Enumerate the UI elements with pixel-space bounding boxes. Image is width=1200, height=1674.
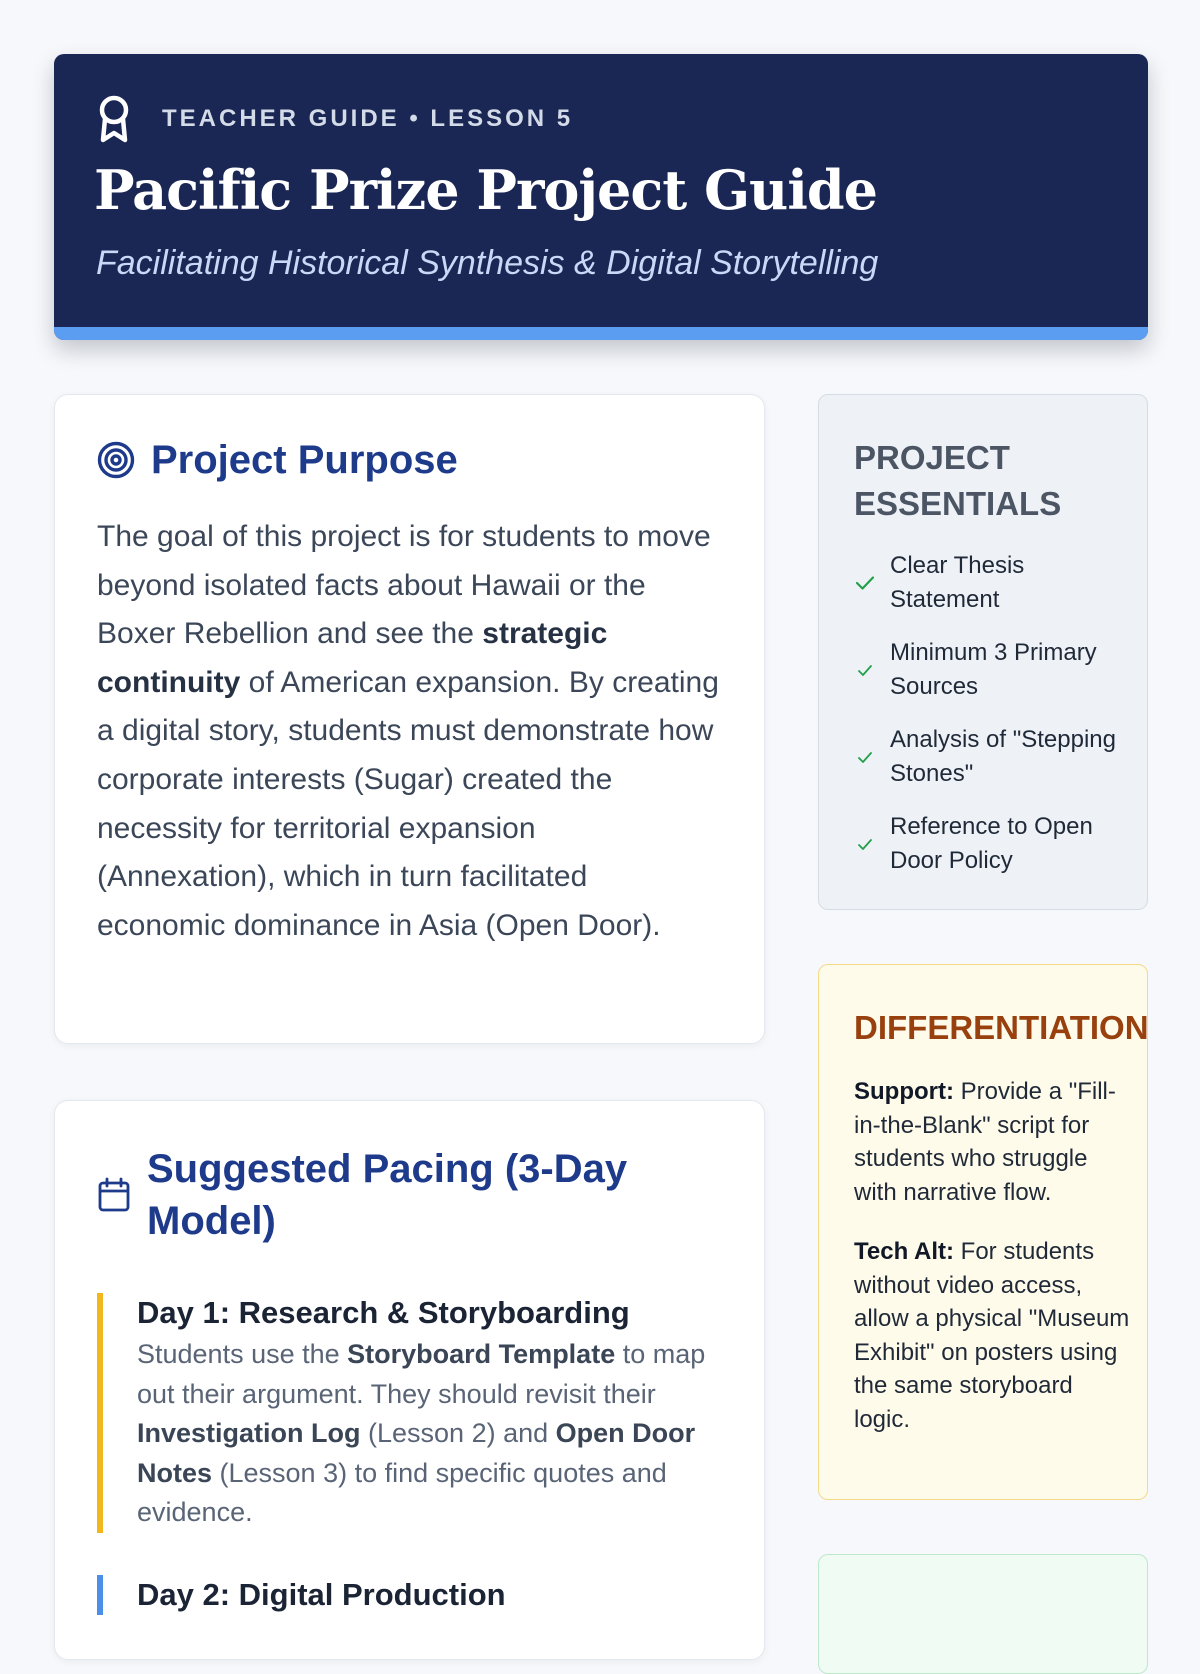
pacing-day-1 [97,1293,722,1533]
project-essentials-title: PROJECT ESSENTIALS [854,439,1062,522]
check-icon [854,574,890,592]
kicker-text: TEACHER GUIDE • LESSON 5 [162,105,574,132]
differentiation-title: DIFFERENTIATION [854,1009,1149,1046]
check-icon [854,661,890,679]
purpose-text-part: The goal of this project is for students to move beyond isolated facts about Hawaii or the Boxer Rebellion and see the [97,520,711,651]
essential-label: Minimum 3 Primary Sources [890,639,1097,700]
day-text-part: Students use the [137,1339,348,1369]
essential-label: Clear Thesis Statement [890,552,1025,613]
header-banner [54,54,1148,340]
day-text-part: (Lesson 2) and [360,1418,556,1449]
purpose-emphasis: strategic continuity [97,617,608,699]
project-purpose-title: Project Purpose [151,437,458,482]
suggested-pacing-title: Suggested Pacing (3-Day Model) [147,1147,628,1243]
day-text-part: to map out their argument. They should revisit their [137,1339,706,1409]
day-emphasis: Investigation Log [137,1418,361,1449]
target-icon [97,441,135,479]
lesson-kicker [96,94,573,144]
pacing-day-2 [97,1575,722,1615]
essential-label: Analysis of "Stepping Stones" [890,726,1116,787]
project-essentials-panel [818,394,1148,910]
purpose-text-part: of American expansion. By creating a digital story, students must demonstrate how corporate interests (Sugar) created the necessity for territorial expansion (Annexation), which in turn facilitated economic dominance in Asia (Open Door). [97,665,719,942]
page-title: Pacific Prize Project Guide [94,158,877,222]
tech-alt-text: For students without video access, allow a physical "Museum Exhibit" on posters using the same storyboard logic. [854,1238,1130,1433]
list-item [854,810,1117,878]
day-text-part: (Lesson 3) to find specific quotes and evidence. [137,1457,667,1528]
project-purpose-card [54,394,765,1044]
list-item [854,723,1117,791]
check-icon [854,835,890,853]
suggested-pacing-card [54,1100,765,1660]
project-purpose-heading [97,435,722,485]
day-emphasis: Storyboard Template [347,1339,616,1369]
support-label: Support: [854,1078,954,1105]
list-item [854,549,1117,617]
award-ribbon-icon [96,94,132,144]
list-item [854,636,1117,704]
support-text: Provide a "Fill-in-the-Blank" script for students who struggle with narrative flow. [854,1078,1116,1206]
essentials-list [854,549,1117,878]
check-icon [854,748,890,766]
project-purpose-text [97,513,722,950]
day-1-title: Day 1: Research & Storyboarding [137,1295,630,1330]
day-emphasis: Open Door Notes [137,1418,696,1488]
day-2-title: Day 2: Digital Production [137,1576,506,1612]
tech-alt-label: Tech Alt: [854,1238,954,1265]
tech-alt-note [854,1235,1133,1436]
header-accent-bar [54,327,1148,340]
day-1-description [137,1335,722,1533]
suggested-pacing-heading [97,1143,722,1247]
page-subtitle: Facilitating Historical Synthesis & Digital Storytelling [96,244,879,282]
support-note [854,1075,1133,1209]
essential-label: Reference to Open Door Policy [890,813,1093,874]
differentiation-panel [818,964,1148,1500]
additional-resources-panel [818,1554,1148,1674]
calendar-icon [97,1177,131,1213]
